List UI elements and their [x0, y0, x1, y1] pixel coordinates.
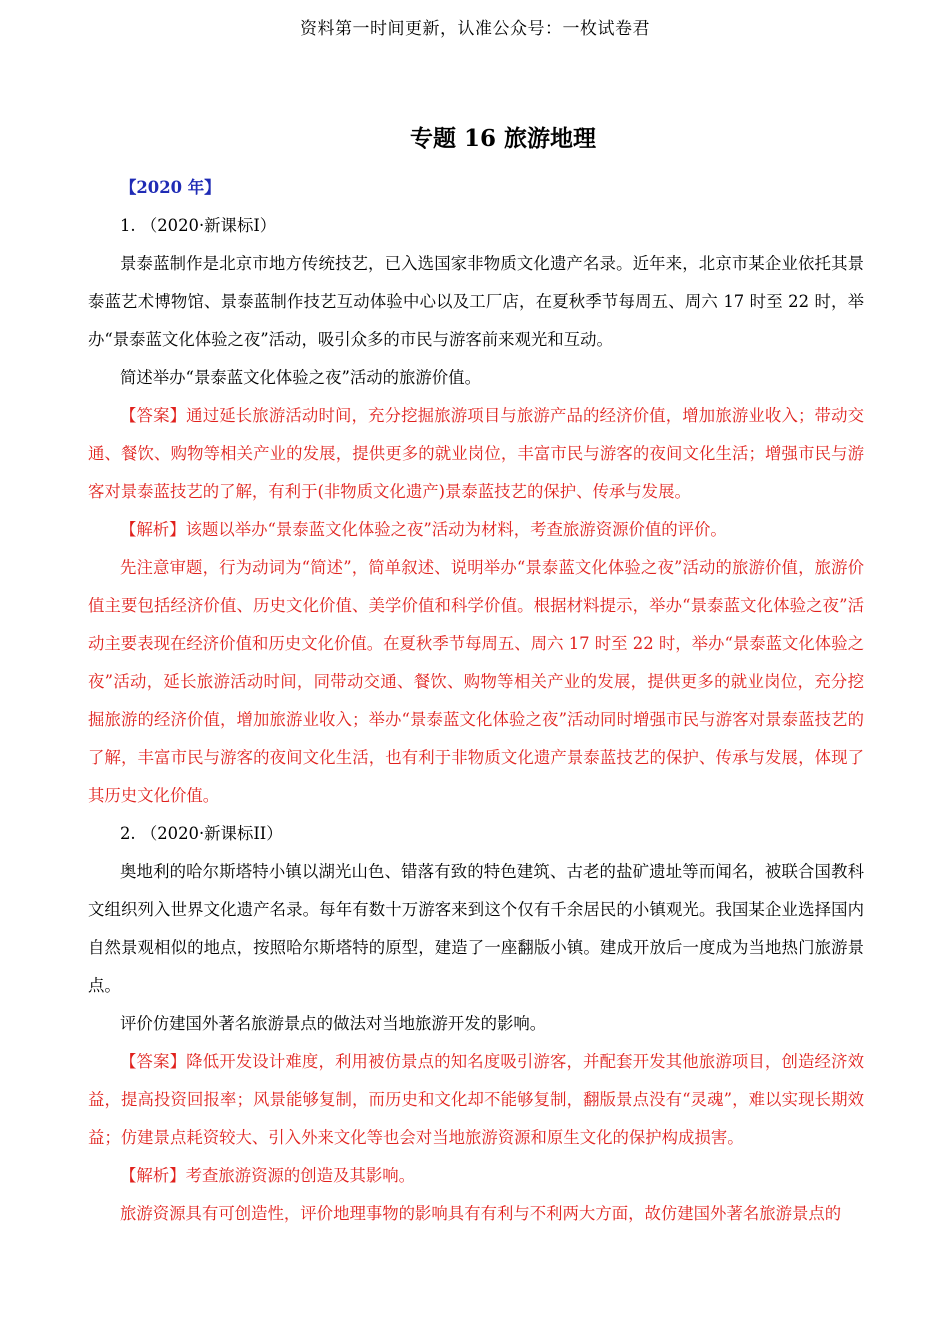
answer-text: 降低开发设计难度，利用被仿景点的知名度吸引游客，并配套开发其他旅游项目，创造经济效益，提高投资回报率；风景能够复制，而历史和文化却不能够复制，翻版景点没有“灵魂”，难以实现长期效益；仿建景点耗资较大、引入外来文化等也会对当地旅游资源和原生文化的保护构成损害。 — [88, 1052, 865, 1147]
page-title: 专题 16 旅游地理 — [409, 125, 597, 152]
question-2-prompt: 评价仿建国外著名旅游景点的做法对当地旅游开发的影响。 — [120, 1014, 547, 1033]
question-1-answer — [88, 397, 864, 511]
analysis-text: 考查旅游资源的创造及其影响。 — [185, 1166, 416, 1185]
analysis-label: 【解析】 — [120, 1166, 186, 1185]
question-1-analysis-detail: 先注意审题，行为动词为“简述”，简单叙述、说明举办“景泰蓝文化体验之夜”活动的旅游价值，旅游价值主要包括经济价值、历史文化价值、美学价值和科学价值。根据材料提示，举办“景泰蓝文化体验之夜”活动主要表现在经济价值和历史文化价值。在夏秋季节每周五、周六 17 时至 22 时，举办“景泰蓝文化体验之夜”活动，延长旅游活动时间，同带动交通、餐饮、购物等相关产业的发展，提供更多的就业岗位，充分挖掘旅游的经济价值，增加旅游业收入；举办“景泰蓝文化体验之夜”活动同时增强市民与游客对景泰蓝技艺的了解，丰富市民与游客的夜间文化生活，也有利于非物质文化遗产景泰蓝技艺的保护、传承与发展，体现了其历史文化价值。 — [88, 558, 864, 805]
analysis-text: 该题以举办“景泰蓝文化体验之夜”活动为材料，考查旅游资源价值的评价。 — [185, 520, 727, 539]
answer-text: 通过延长旅游活动时间，充分挖掘旅游项目与旅游产品的经济价值，增加旅游业收入；带动交通、餐饮、购物等相关产业的发展，提供更多的就业岗位，丰富市民与游客的夜间文化生活；增强市民与游客对景泰蓝技艺的了解，有利于(非物质文化遗产)景泰蓝技艺的保护、传承与发展。 — [88, 406, 865, 501]
question-1-analysis — [88, 511, 864, 549]
question-2-analysis-detail: 旅游资源具有可创造性，评价地理事物的影响具有有利与不利两大方面，故仿建国外著名旅游景点的 — [120, 1204, 842, 1223]
answer-label: 【答案】 — [120, 1052, 187, 1071]
page-header-notice: 资料第一时间更新，认准公众号：一枚试卷君 — [300, 19, 650, 39]
section-year-heading: 【2020 年】 — [120, 178, 221, 197]
answer-label: 【答案】 — [120, 406, 187, 425]
question-2-answer — [88, 1043, 864, 1157]
question-1-material: 景泰蓝制作是北京市地方传统技艺，已入选国家非物质文化遗产名录。近年来，北京市某企业依托其景泰蓝艺术博物馆、景泰蓝制作技艺互动体验中心以及工厂店，在夏秋季节每周五、周六 17 时至 22 时，举办“景泰蓝文化体验之夜”活动，吸引众多的市民与游客前来观光和互动。 — [88, 254, 864, 349]
question-2-number: 2. （2020·新课标II） — [120, 824, 283, 843]
question-1-number: 1. （2020·新课标I） — [120, 216, 277, 235]
analysis-label: 【解析】 — [120, 520, 186, 539]
question-2-analysis — [88, 1157, 864, 1195]
question-1-prompt: 简述举办“景泰蓝文化体验之夜”活动的旅游价值。 — [120, 368, 481, 387]
question-2-material: 奥地利的哈尔斯塔特小镇以湖光山色、错落有致的特色建筑、古老的盐矿遗址等而闻名，被联合国教科文组织列入世界文化遗产名录。每年有数十万游客来到这个仅有千余居民的小镇观光。我国某企业选择国内自然景观相似的地点，按照哈尔斯塔特的原型，建造了一座翻版小镇。建成开放后一度成为当地热门旅游景点。 — [88, 862, 864, 995]
document-body — [88, 169, 864, 1233]
